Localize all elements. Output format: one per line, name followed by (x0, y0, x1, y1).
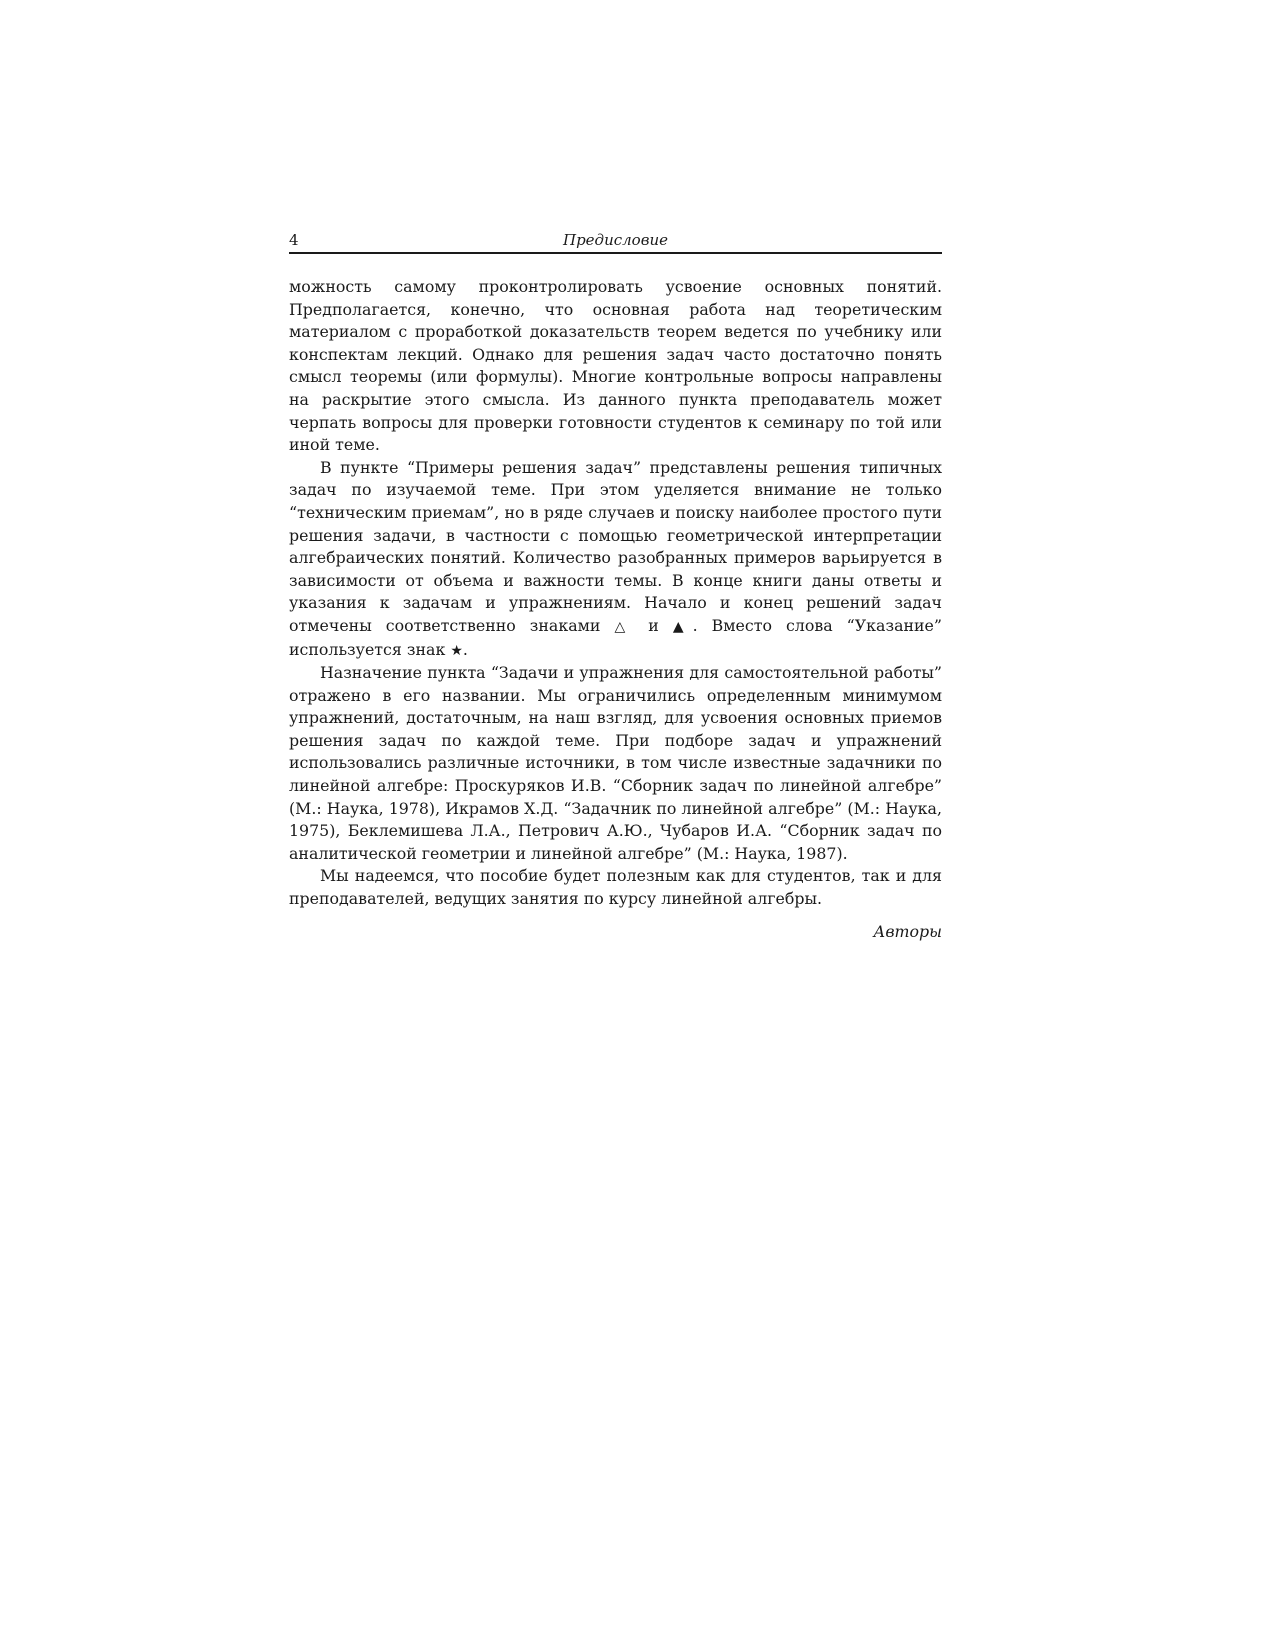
paragraph-2-text: В пункте “Примеры решения задач” представлены решения типичных задач по изучаемой теме. При этом уделяется внимание не только “техническим приемам”, но в ряде случаев и поиску наиболее простого пути решения задачи, в частности с помощью геометрической интерпретации алгебраических понятий. Количество разобранных примеров варьируется в зависимости от объема и важности темы. В конце книги даны ответы и указания к задачам и упражнениям. Начало и конец решений задач отмечены соответственно знаками (289, 457, 942, 635)
running-head (289, 228, 942, 254)
body-text (289, 276, 942, 911)
book-page (289, 228, 942, 943)
running-title: Предисловие (563, 231, 668, 249)
signature: Авторы (873, 921, 942, 941)
paragraph-4: Мы надеемся, что пособие будет полезным как для студентов, так и для преподавателей, ведущих занятия по курсу линейной алгебры. (289, 866, 942, 909)
solution-end-symbol: ▲ (672, 618, 693, 635)
paragraph-1: можность самому проконтролировать усвоение основных понятий. Предполагается, конечно, что основная работа над теоретическим материалом с проработкой доказательств теорем ведется по учебнику или конспектам лекций. Однако для решения задач часто достаточно понять смысл теоремы (или формулы). Многие контрольные вопросы направлены на раскрытие этого смысла. Из данного пункта преподаватель может черпать вопросы для проверки готовности студентов к семинару по той или иной теме. (289, 277, 942, 455)
paragraph-2 (289, 457, 942, 662)
page-number: 4 (289, 231, 299, 249)
paragraph-2-text-3: . (462, 639, 468, 659)
solution-start-symbol: △ (614, 618, 635, 635)
paragraph-2-conj: и (648, 615, 659, 635)
hint-star-icon: ★ (450, 642, 463, 659)
paragraph-2-text-2: . Вместо слова “Указание” используется знак (289, 615, 942, 659)
paragraph-3: Назначение пункта “Задачи и упражнения для самостоятельной работы” отражено в его названии. Мы ограничились определенным минимумом упражнений, достаточным, на наш взгляд, для усвоения основных приемов решения задач по каждой теме. При подборе задач и упражнений использовались различные источники, в том числе известные задачники по линейной алгебре: Проскуряков И.В. “Сборник задач по линейной алгебре” (М.: Наука, 1978), Икрамов Х.Д. “Задачник по линейной алгебре” (М.: Наука, 1975), Беклемишева Л.А., Петрович А.Ю., Чубаров И.А. “Сборник задач по аналитической геометрии и линейной алгебре” (М.: Наука, 1987). (289, 663, 942, 863)
